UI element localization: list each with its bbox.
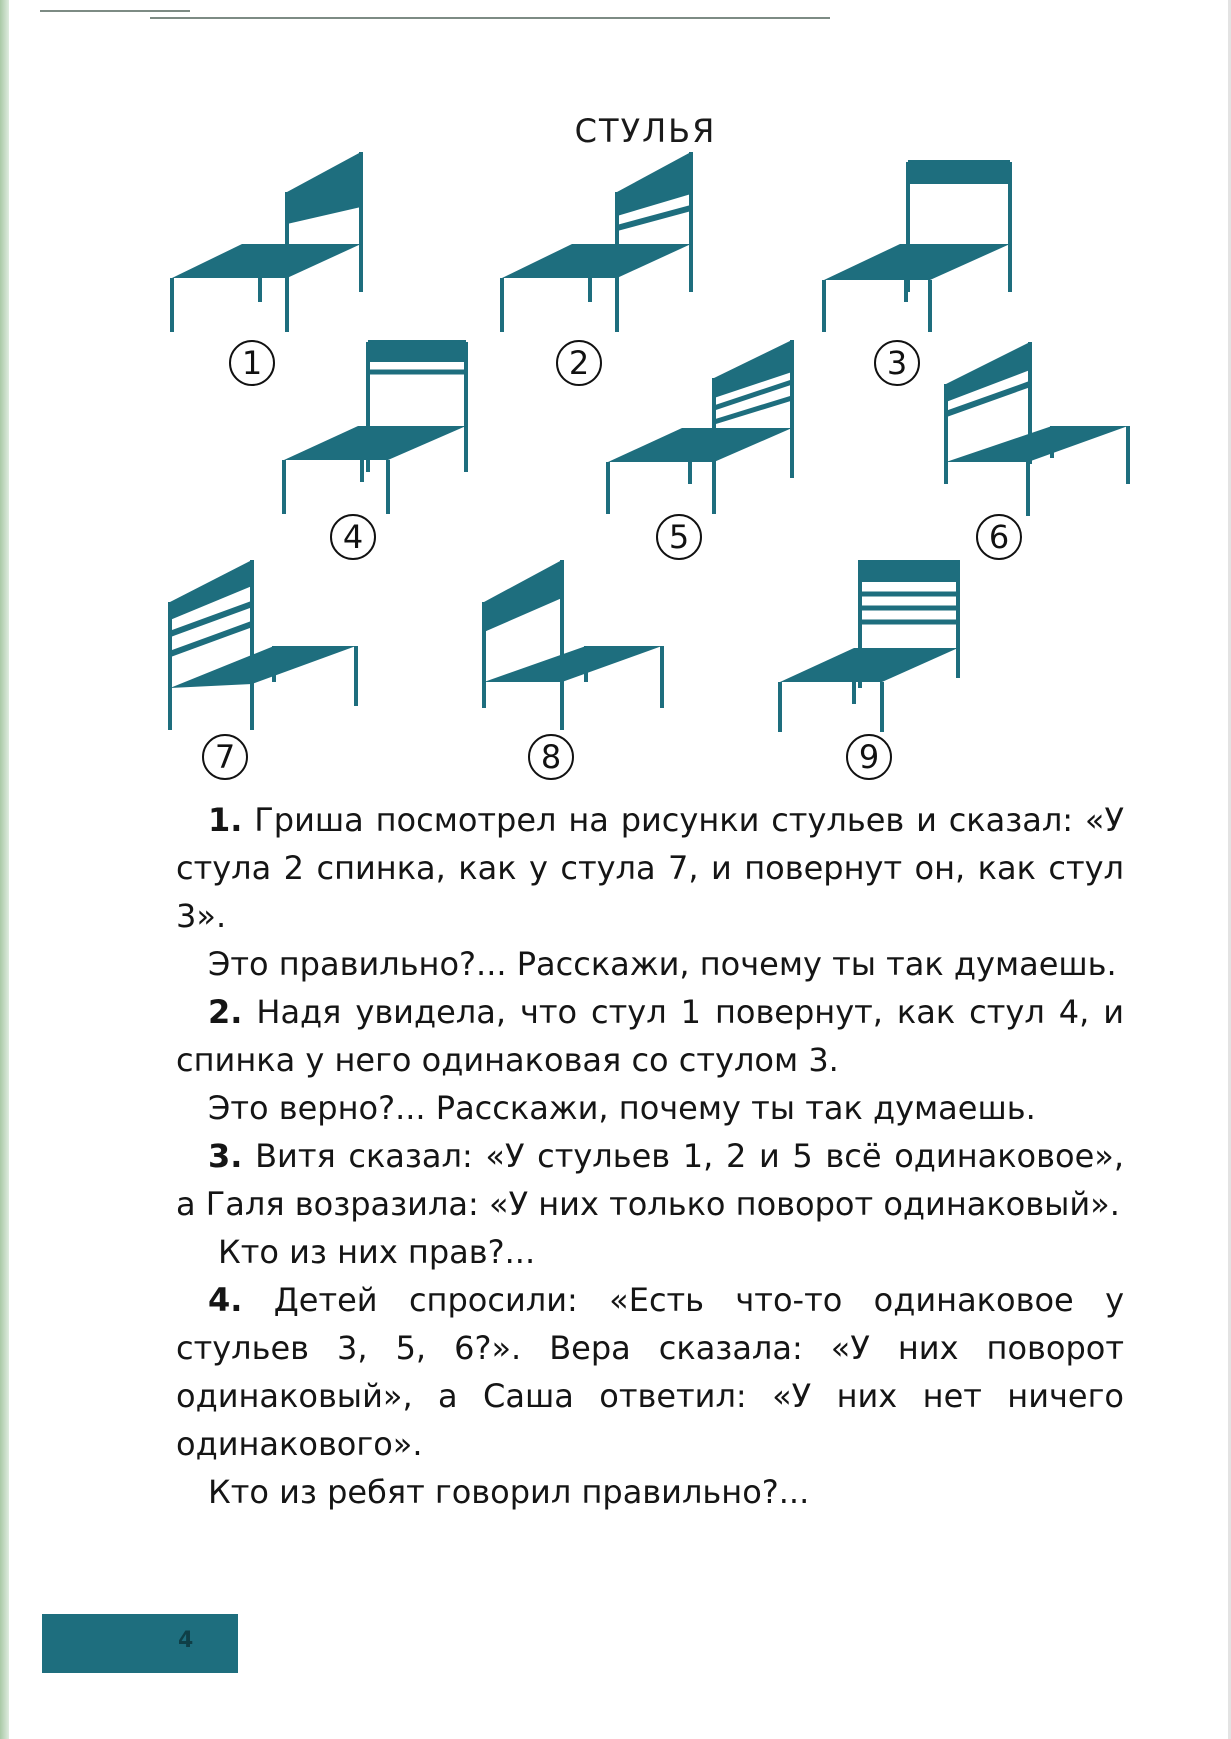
chair-2-image (500, 152, 710, 332)
page-number: 4 (178, 1628, 194, 1653)
chair-number-2: 2 (556, 340, 602, 386)
page-title: СТУЛЬЯ (574, 112, 717, 150)
chair-number-9: 9 (846, 734, 892, 780)
task-text: Детей спросили: «Есть что-то одинаковое у стульев 3, 5, 6?». Вера сказала: «У них поворот одинаковый», а Саша ответил: «У них нет ничего одинакового». (176, 1281, 1124, 1463)
chair-7-image (168, 558, 378, 738)
task-text: Надя увидела, что стул 1 повернут, как стул 4, и спинка у него одинаковая со стулом 3. (176, 993, 1124, 1079)
chair-3-image (822, 160, 1032, 340)
chair-9-image (778, 558, 988, 738)
chair-4-image (282, 338, 492, 518)
chair-5-image (606, 338, 816, 518)
tasks-text (176, 796, 1124, 1516)
chair-6-image (944, 340, 1154, 520)
task-4 (176, 1276, 1124, 1468)
top-rule (150, 17, 830, 19)
chair-number-6: 6 (976, 514, 1022, 560)
task-3 (176, 1132, 1124, 1228)
task-4-question: Кто из ребят говорил правильно?... (208, 1473, 810, 1511)
chair-number-7: 7 (202, 734, 248, 780)
page-left-edge (0, 0, 9, 1739)
top-rule (40, 10, 190, 12)
chair-8-image (482, 558, 692, 738)
task-3-question: Кто из них прав?... (218, 1233, 536, 1271)
chair-number-4: 4 (330, 514, 376, 560)
task-text: Витя сказал: «У стульев 1, 2 и 5 всё одинаковое», а Галя возразила: «У них только поворот одинаковый». (176, 1137, 1124, 1223)
chair-1-image (170, 152, 380, 332)
task-number: 4. (208, 1281, 243, 1319)
task-number: 3. (208, 1137, 243, 1175)
page-number-box (42, 1614, 238, 1673)
task-number: 1. (208, 801, 243, 839)
chair-number-3: 3 (874, 340, 920, 386)
task-1 (176, 796, 1124, 940)
task-number: 2. (208, 993, 243, 1031)
task-text: Гриша посмотрел на рисунки стульев и сказал: «У стула 2 спинка, как у стула 7, и повернут он, как стул 3». (176, 801, 1124, 935)
chair-number-1: 1 (229, 340, 275, 386)
task-2 (176, 988, 1124, 1084)
chair-number-5: 5 (656, 514, 702, 560)
task-2-question: Это верно?... Расскажи, почему ты так думаешь. (208, 1089, 1036, 1127)
task-1-question: Это правильно?... Расскажи, почему ты так думаешь. (208, 945, 1117, 983)
chair-number-8: 8 (528, 734, 574, 780)
